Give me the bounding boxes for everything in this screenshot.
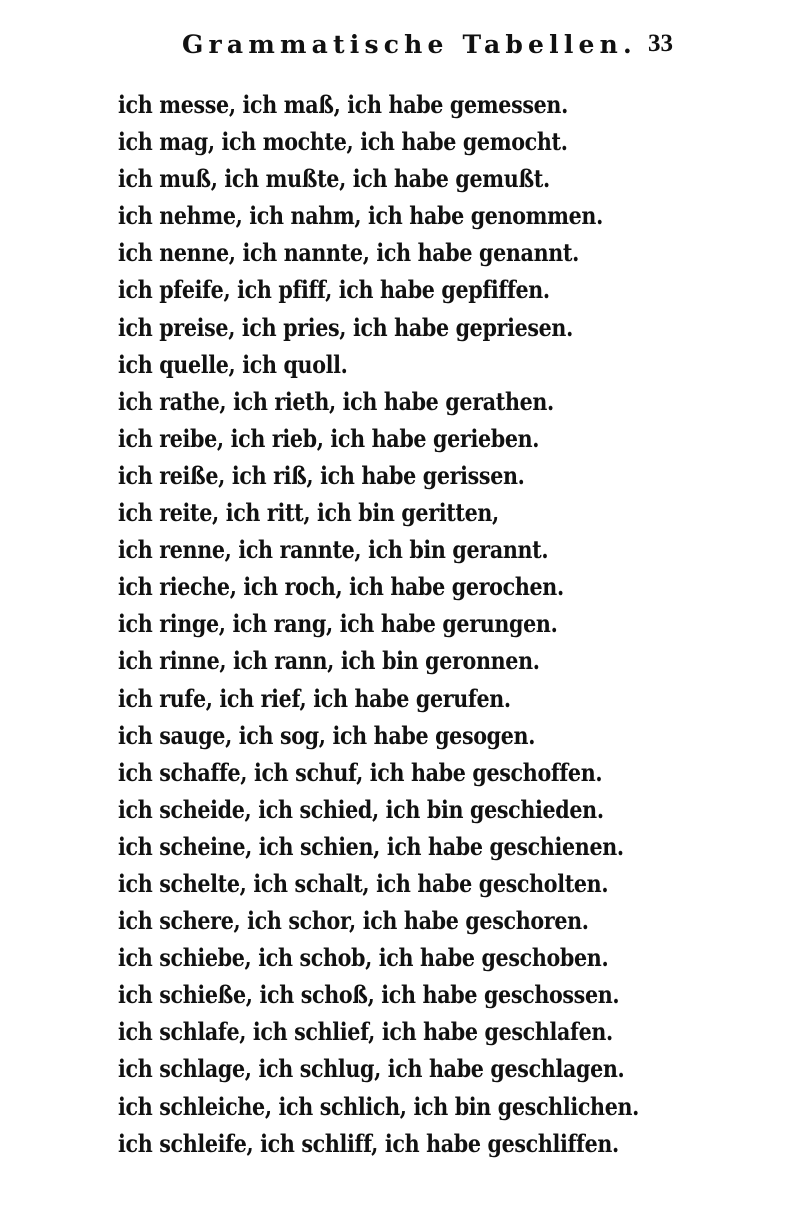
conjugation-line: ich schlafe, ich schlief, ich habe geschlafen. — [118, 1017, 613, 1047]
conjugation-line: ich schelte, ich schalt, ich habe gescholten. — [118, 868, 609, 898]
conjugation-line: ich schaffe, ich schuf, ich habe geschoffen. — [118, 757, 603, 787]
running-title: Grammatische Tabellen. — [182, 30, 637, 59]
conjugation-line: ich quelle, ich quoll. — [118, 349, 348, 379]
conjugation-line: ich renne, ich rannte, ich bin gerannt. — [118, 535, 549, 565]
conjugation-line: ich mag, ich mochte, ich habe gemocht. — [118, 127, 568, 157]
conjugation-line: ich rathe, ich rieth, ich habe gerathen. — [118, 386, 554, 416]
conjugation-line: ich rieche, ich roch, ich habe gerochen. — [118, 572, 564, 602]
conjugation-line: ich scheide, ich schied, ich bin geschieden. — [118, 794, 604, 824]
page-number: 33 — [648, 30, 673, 57]
conjugation-line: ich schleiche, ich schlich, ich bin geschlichen. — [118, 1091, 639, 1121]
page-header — [0, 30, 793, 64]
conjugation-line: ich schieße, ich schoß, ich habe geschossen. — [118, 980, 620, 1010]
conjugation-line: ich schleife, ich schliff, ich habe geschliffen. — [118, 1128, 619, 1158]
conjugation-line: ich pfeife, ich pfiff, ich habe gepfiffen. — [118, 275, 550, 305]
conjugation-line: ich sauge, ich sog, ich habe gesogen. — [118, 720, 536, 750]
conjugation-line: ich ringe, ich rang, ich habe gerungen. — [118, 609, 558, 639]
conjugation-line: ich schere, ich schor, ich habe geschoren. — [118, 906, 589, 936]
conjugation-line: ich reiße, ich riß, ich habe gerissen. — [118, 460, 525, 490]
conjugation-line: ich rinne, ich rann, ich bin geronnen. — [118, 646, 540, 676]
conjugation-line: ich schlage, ich schlug, ich habe geschlagen. — [118, 1054, 625, 1084]
conjugation-line: ich muß, ich mußte, ich habe gemußt. — [118, 164, 550, 194]
conjugation-line: ich nehme, ich nahm, ich habe genommen. — [118, 201, 603, 231]
conjugation-line: ich messe, ich maß, ich habe gemessen. — [118, 90, 568, 119]
conjugation-line: ich rufe, ich rief, ich habe gerufen. — [118, 683, 511, 713]
conjugation-line: ich reite, ich ritt, ich bin geritten, — [118, 498, 499, 528]
conjugation-line: ich nenne, ich nannte, ich habe genannt. — [118, 238, 579, 268]
conjugation-line: ich scheine, ich schien, ich habe geschienen. — [118, 831, 624, 861]
conjugation-line: ich reibe, ich rieb, ich habe gerieben. — [118, 423, 540, 453]
conjugation-line: ich preise, ich pries, ich habe gepriesen. — [118, 312, 573, 342]
conjugation-line: ich schiebe, ich schob, ich habe geschoben. — [118, 943, 609, 973]
verb-conjugation-list — [118, 86, 678, 1162]
